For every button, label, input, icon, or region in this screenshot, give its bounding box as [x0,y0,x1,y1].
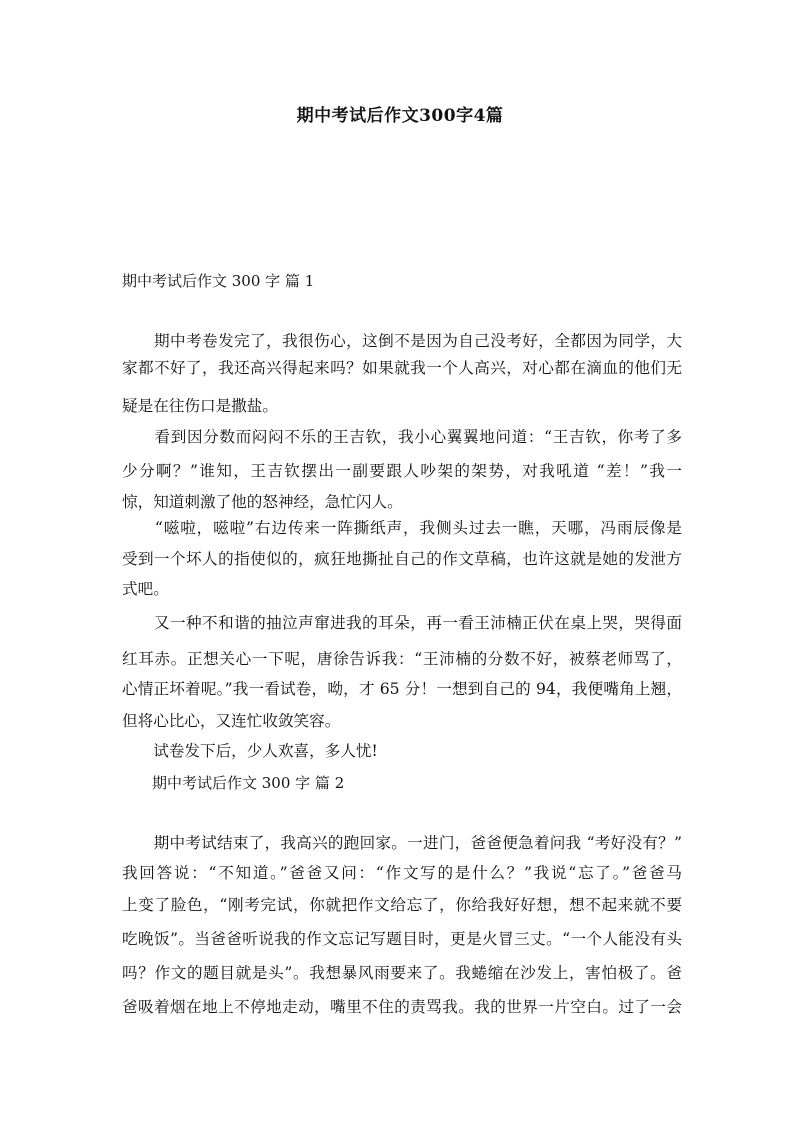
paragraph-line: 惊，知道刺激了他的怒神经，急忙闪人。 [122,493,403,511]
section-heading-1: 期中考试后作文 300 字 篇 1 [122,272,315,290]
paragraph-line: 看到因分数而闷闷不乐的王吉钦，我小心翼翼地问道：“王吉钦，你考了多 [122,428,682,446]
paragraph-line: 我回答说：“不知道。”爸爸又问：“作文写的是什么？”我说“忘了。”爸爸马 [122,864,682,882]
section-heading-2: 期中考试后作文 300 字 篇 2 [122,774,345,792]
paragraph-line: 式吧。 [122,580,169,598]
paragraph-5: 试卷发下后，少人欢喜，多人忧! [122,742,378,760]
document-title: 期中考试后作文300字4篇 [296,106,504,126]
paragraph-line: 吃晚饭”。当爸爸听说我的作文忘记写题目时，更是火冒三丈。“一个人能没有头 [122,930,682,948]
paragraph-line: 又一种不和谐的抽泣声窜进我的耳朵，再一看王沛楠正伏在桌上哭，哭得面 [122,614,682,632]
paragraph-line: “嗞啦，嗞啦”右边传来一阵撕纸声，我侧头过去一瞧，天哪，冯雨辰像是 [122,519,682,537]
paragraph-line: 家都不好了，我还高兴得起来吗？如果就我一个人高兴，对心都在滴血的他们无 [122,359,682,377]
paragraph-line: 爸吸着烟在地上不停地走动，嘴里不住的责骂我。我的世界一片空白。过了一会 [122,998,682,1016]
paragraph-line: 受到一个坏人的指使似的，疯狂地撕扯自己的作文草稿，也许这就是她的发泄方 [122,550,682,568]
paragraph-line: 期中考试结束了，我高兴的跑回家。一进门，爸爸便急着问我 “考好没有？” [122,834,682,852]
paragraph-line: 上变了脸色，“刚考完试，你就把作文给忘了，你给我好好想，想不起来就不要 [122,896,682,914]
paragraph-line: 红耳赤。正想关心一下呢，唐徐告诉我：“王沛楠的分数不好，被蔡老师骂了， [122,650,682,668]
paragraph-line: 心情正坏着呢。”我一看试卷，呦，才 65 分！一想到自己的 94，我便嘴角上翘， [122,680,682,698]
paragraph-line: 少分啊？”谁知，王吉钦摆出一副要跟人吵架的架势，对我吼道 “差！”我一 [122,462,682,480]
paragraph-line: 吗？作文的题目就是头”。我想暴风雨要来了。我蜷缩在沙发上，害怕极了。爸 [122,964,682,982]
paragraph-line: 疑是在往伤口是撒盐。 [122,397,278,415]
paragraph-line: 但将心比心，又连忙收敛笑容。 [122,712,341,730]
paragraph-line: 期中考卷发完了，我很伤心，这倒不是因为自己没考好，全都因为同学，大 [122,332,682,350]
